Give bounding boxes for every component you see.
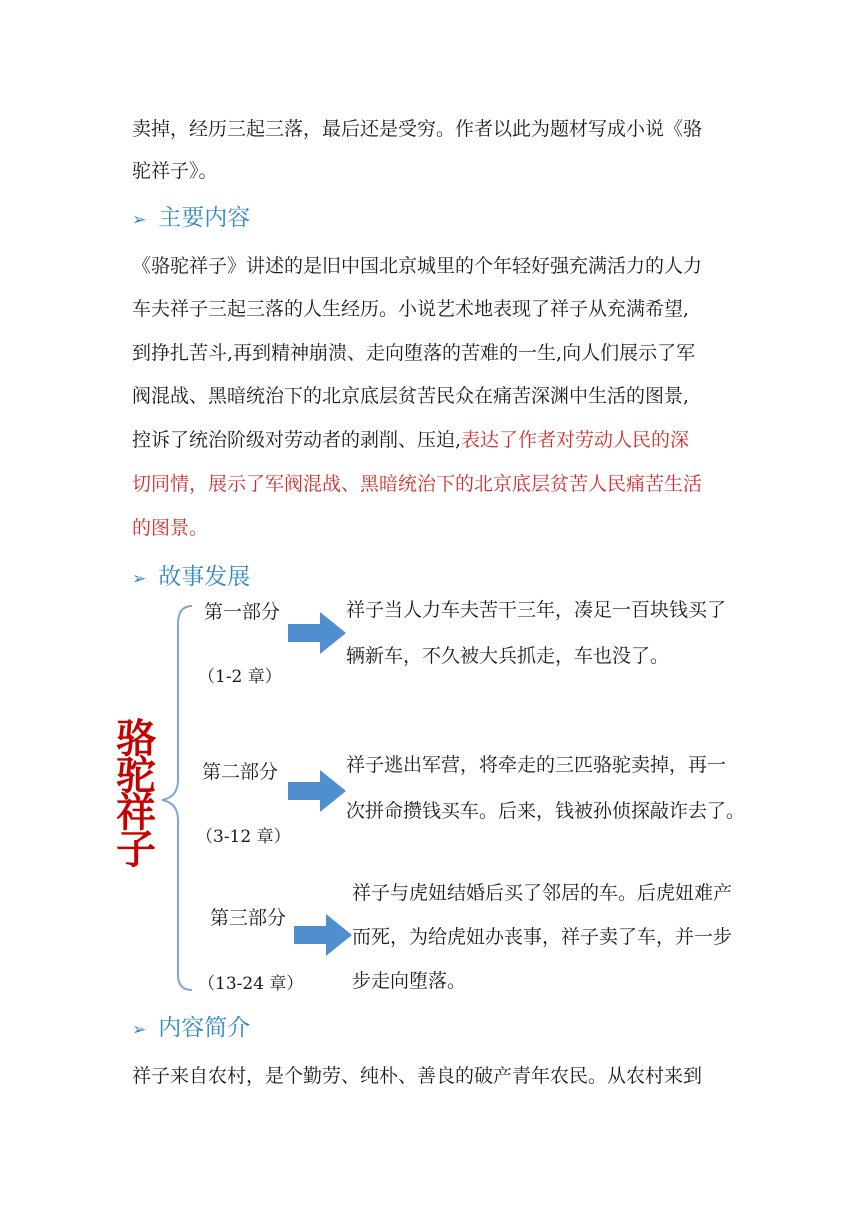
- part-3-desc-line-3: 步走向堕落。: [352, 970, 467, 992]
- main-line-6: 切同情，展示了军阀混战、黑暗统治下的北京底层贫苦人民痛苦生活: [132, 473, 703, 495]
- intro-line-1: 卖掉，经历三起三落，最后还是受穷。作者以此为题材写成小说《骆: [132, 118, 703, 140]
- main-line-1: 《骆驼祥子》讲述的是旧中国北京城里的个年轻好强充满活力的人力: [132, 255, 703, 277]
- part-3-desc-line-2: 而死，为给虎妞办丧事，祥子卖了车，并一步: [352, 926, 733, 948]
- part-3-desc-line-1: 祥子与虎妞结婚后买了邻居的车。后虎妞难产: [352, 882, 733, 904]
- main-line-7: 的图景。: [132, 517, 209, 539]
- arrow-head-icon: ➢: [132, 569, 147, 589]
- part-1-label: 第一部分: [204, 601, 281, 623]
- part-1-desc-line-2: 辆新车，不久被大兵抓走，车也没了。: [346, 645, 670, 667]
- curly-brace-icon: [162, 606, 192, 990]
- right-arrow-icon: [294, 914, 352, 956]
- main-line-5: 控诉了统治阶级对劳动者的剥削、压迫,表达了作者对劳动人民的深: [132, 429, 690, 451]
- right-arrow-icon: [288, 770, 346, 812]
- part-2-desc-line-1: 祥子逃出军营，将牵走的三匹骆驼卖掉，再一: [346, 754, 727, 776]
- main-line-4: 阀混战、黑暗统治下的北京底层贫苦民众在痛苦深渊中生活的图景,: [132, 385, 690, 407]
- section-heading-main-text: 主要内容: [158, 205, 251, 231]
- intro-line-2: 驼祥子》。: [132, 160, 218, 182]
- part-3-label: 第三部分: [210, 907, 287, 929]
- arrow-head-icon: ➢: [132, 210, 147, 230]
- vertical-book-title: 骆 驼 祥 子: [116, 715, 156, 873]
- part-3-range: （13-24 章）: [198, 974, 304, 994]
- section-heading-summary-text: 内容简介: [158, 1015, 251, 1041]
- section-heading-story-text: 故事发展: [158, 564, 251, 590]
- right-arrow-icon: [288, 612, 346, 654]
- arrow-head-icon: ➢: [132, 1020, 147, 1040]
- part-2-range: （3-12 章）: [196, 827, 291, 847]
- part-1-range: （1-2 章）: [198, 667, 282, 687]
- part-2-desc-line-2: 次拼命攒钱买车。后来，钱被孙侦探敲诈去了。: [346, 800, 746, 822]
- section-heading-summary: [132, 1013, 250, 1045]
- summary-line-1: 祥子来自农村，是个勤劳、纯朴、善良的破产青年农民。从农村来到: [132, 1065, 703, 1087]
- main-line-3: 到挣扎苦斗,再到精神崩溃、走向堕落的苦难的一生,向人们展示了军: [132, 342, 696, 364]
- part-2-label: 第二部分: [202, 761, 279, 783]
- main-line-2: 车夫祥子三起三落的人生经历。小说艺术地表现了祥子从充满希望,: [132, 298, 690, 320]
- part-1-desc-line-1: 祥子当人力车夫苦干三年，凑足一百块钱买了: [346, 599, 727, 621]
